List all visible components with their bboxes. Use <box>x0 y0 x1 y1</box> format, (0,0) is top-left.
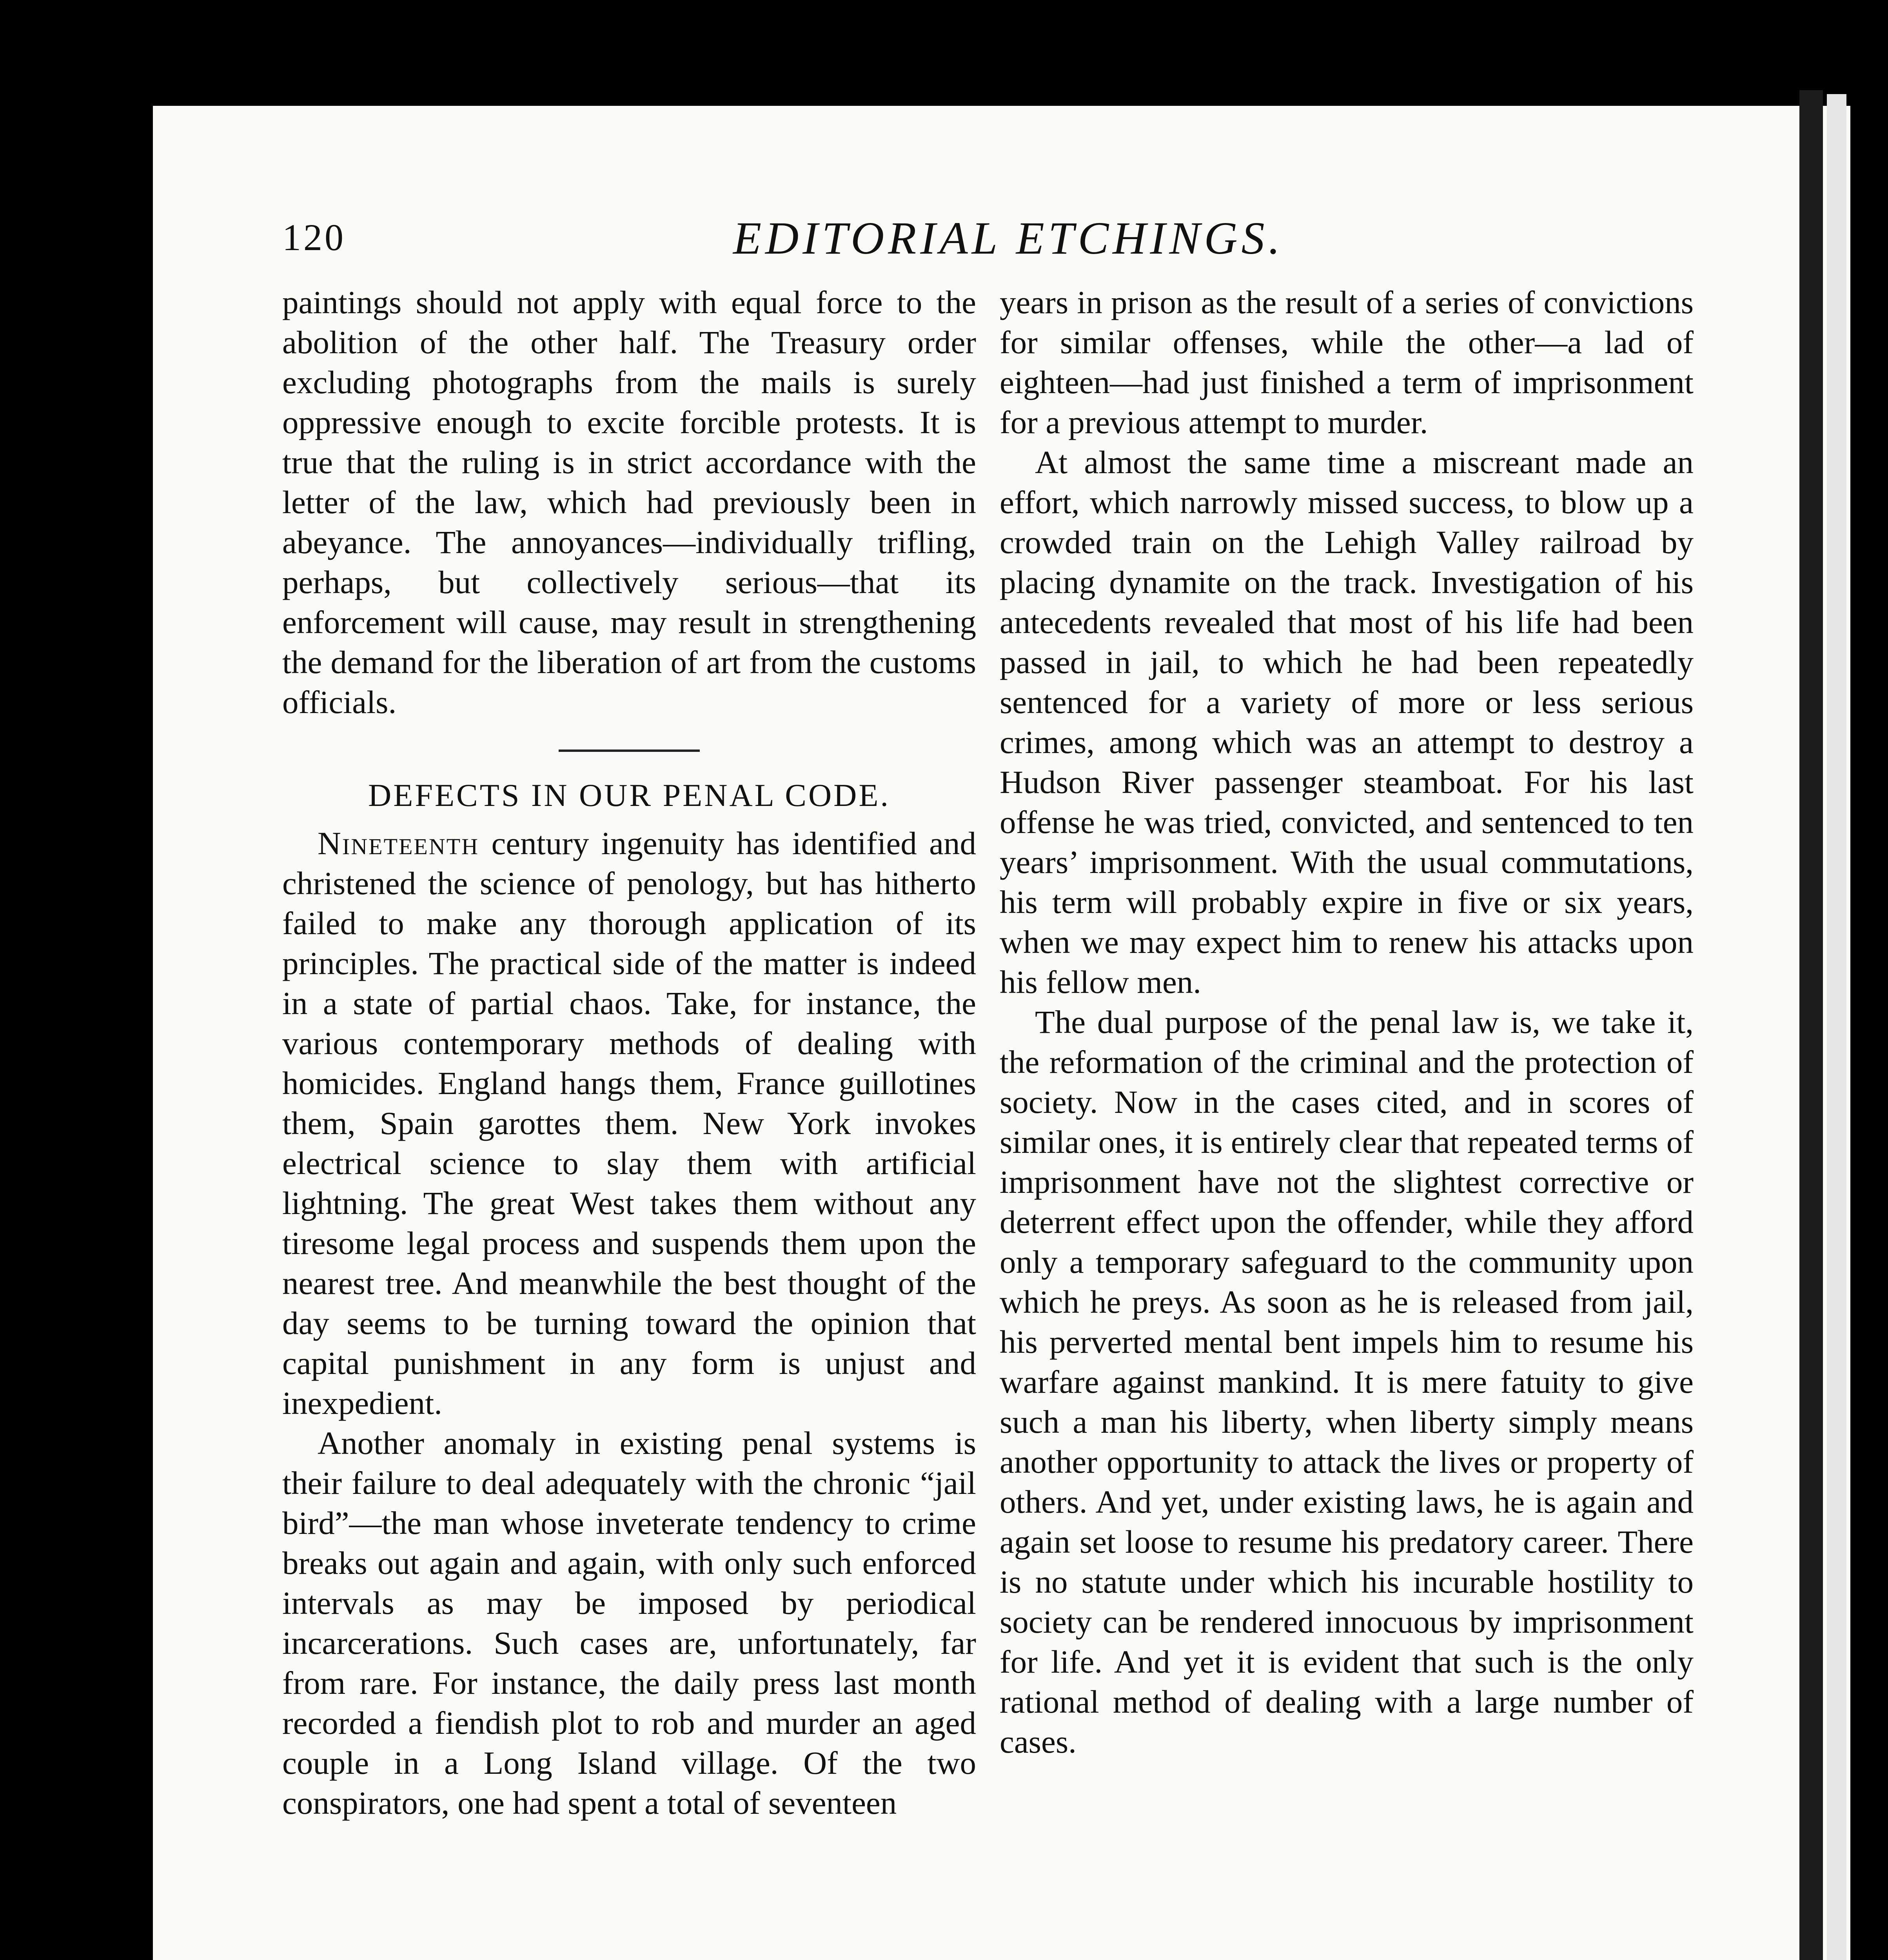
left-column <box>282 282 976 1823</box>
section-heading: DEFECTS IN OUR PENAL CODE. <box>368 777 890 813</box>
right-column <box>1000 282 1694 1762</box>
paragraph-methods <box>282 823 976 1423</box>
scanned-page <box>153 106 1850 1960</box>
section-divider <box>559 750 700 752</box>
paragraph-miscreant: At almost the same time a miscreant made an effort, which narrowly missed success, to blow up a crowded train on the Lehigh Valley railroad by placing dynamite on the track. Investigation of his antecedents revealed that most of his life had been passed in jail, to which he had been repeatedly sentenced for a variety of more or less serious crimes, among which was an attempt to destroy a Hudson River passenger steamboat. For his last offense he was tried, convicted, and sentenced to ten years’ imprisonment. With the usual commutations, his term will probably expire in five or six years, when we may expect him to renew his attacks upon his fellow men. <box>1000 444 1694 1000</box>
lead-word: Nineteenth <box>318 825 479 861</box>
paragraph-methods-text: century ingenuity has identified and christened the science of penology, but has hitherto failed to make any thorough application of its principles. The practical side of the matter is indeed in a state of partial chaos. Take, for instance, the various contemporary methods of dealing with homicides. England hangs them, France guillotines them, Spain garottes them. New York invokes electrical science to slay them with artificial lightning. The great West takes them without any tiresome legal process and suspends them upon the nearest tree. And meanwhile the best thought of the day seems to be turning toward the opinion that capital punishment in any form is unjust and inexpedient. <box>282 825 976 1421</box>
page-number: 120 <box>282 216 346 258</box>
paragraph-dual-purpose: The dual purpose of the penal law is, we take it, the reformation of the criminal and the protection of society. Now in the cases cited, and in scores of similar ones, it is entirely clear that repeated terms of imprisonment have not the slightest corrective or deterrent effect upon the offender, while they afford only a temporary safeguard to the community upon which he preys. As soon as he is released from jail, his perverted mental bent impels him to resume his warfare against mankind. It is mere fatuity to give such a man his liberty, when liberty simply means another opportunity to attack the lives or property of others. And yet, under existing laws, he is again and again set loose to resume his predatory career. There is no statute under which his incurable hostility to society can be rendered innocuous by imprisonment for life. And yet it is evident that such is the only rational method of dealing with a large number of cases. <box>1000 1004 1694 1760</box>
page-header <box>153 212 1850 282</box>
running-head: EDITORIAL ETCHINGS. <box>733 212 1284 264</box>
paragraph-continuation: years in prison as the result of a series of convictions for similar offenses, while the other—a lad of eighteen—had just finished a term of imprisonment for a previous attempt to murder. <box>1000 284 1694 440</box>
page-edge-light <box>1827 94 1846 1960</box>
page-edge-shadow <box>1799 90 1823 1960</box>
paragraph-jail-bird: Another anomaly in existing penal systems is their failure to deal adequately with the chronic “jail bird”—the man whose inveterate tendency to crime breaks out again and again, with only such enforced intervals as may be imposed by periodical incarcerations. Such cases are, unfortunately, far from rare. For instance, the daily press last month recorded a fiendish plot to rob and murder an aged couple in a Long Island village. Of the two conspirators, one had spent a total of seventeen <box>282 1425 976 1821</box>
intro-paragraph: paintings should not apply with equal force to the abolition of the other half. The Treasury order excluding photographs from the mails is surely oppressive enough to excite forcible protests. It is true that the ruling is in strict accordance with the letter of the law, which had previously been in abeyance. The annoyances—individually trifling, perhaps, but collectively serious—that its enforcement will cause, may result in strengthening the demand for the liberation of art from the customs officials. <box>282 284 976 720</box>
